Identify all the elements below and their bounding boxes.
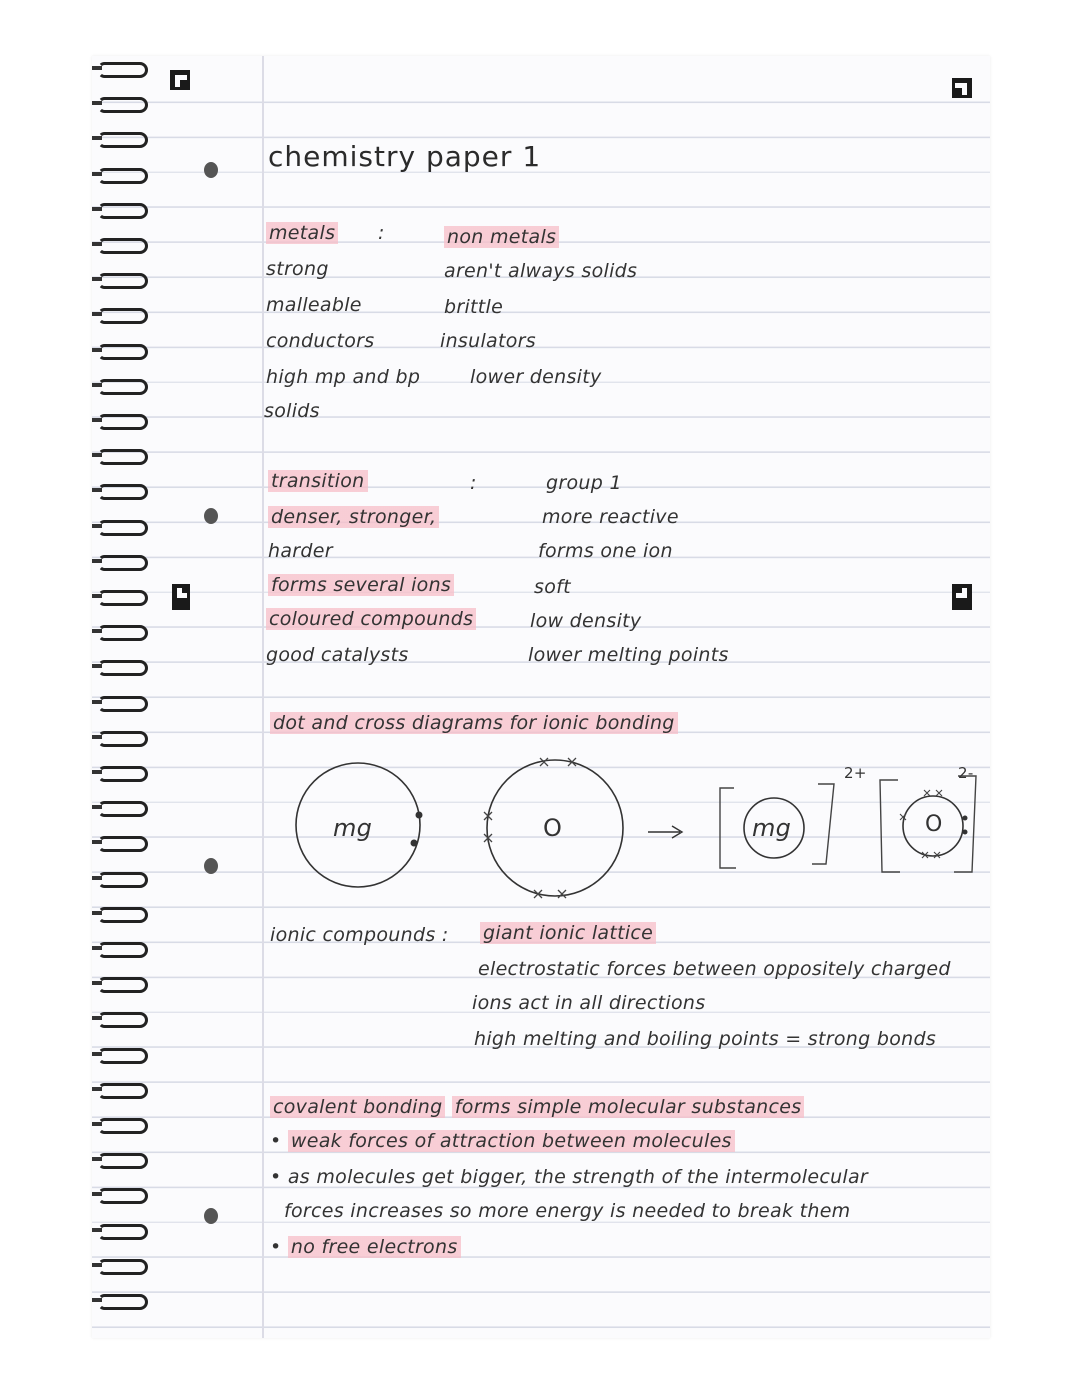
spiral-coil: [92, 1046, 144, 1062]
spiral-coil: [92, 1186, 144, 1202]
spiral-coil: [92, 166, 144, 182]
spiral-coil: [92, 271, 144, 287]
ionic-point: ions act in all directions: [472, 992, 706, 1014]
metals-item: high mp and bp: [266, 366, 421, 388]
corner-marker-icon: [952, 584, 972, 610]
corner-marker-icon: [172, 584, 190, 610]
spiral-coil: [92, 1292, 144, 1308]
transition-item: forms several ions: [268, 574, 454, 596]
metals-heading: metals: [266, 222, 338, 244]
punch-hole: [204, 508, 218, 524]
punch-hole: [204, 162, 218, 178]
corner-marker-icon: [170, 70, 190, 90]
colon: :: [470, 472, 477, 494]
spiral-coil: [92, 1081, 144, 1097]
spiral-coil: [92, 975, 144, 991]
spiral-coil: [92, 518, 144, 534]
ionic-compounds-value: giant ionic lattice: [480, 922, 656, 944]
group1-item: forms one ion: [538, 540, 673, 562]
spiral-coil: [92, 834, 144, 850]
ionic-point: electrostatic forces between oppositely charged: [478, 958, 951, 980]
page-title: chemistry paper 1: [268, 140, 542, 173]
spiral-coil: [92, 870, 144, 886]
non-metals-item: insulators: [440, 330, 536, 352]
punch-hole: [204, 858, 218, 874]
spiral-coil: [92, 1151, 144, 1167]
covalent-bullet: no free electrons: [288, 1236, 461, 1258]
spiral-coil: [92, 306, 144, 322]
spiral-coil: [92, 412, 144, 428]
o-ion-symbol: O: [925, 812, 943, 837]
metals-item: conductors: [266, 330, 375, 352]
non-metals-item: lower density: [470, 366, 602, 388]
spiral-coil: [92, 60, 144, 76]
group1-item: low density: [530, 610, 642, 632]
transition-item: coloured compounds: [266, 608, 476, 630]
spiral-coil: [92, 1116, 144, 1132]
transition-item: denser, stronger,: [268, 506, 439, 528]
mg-symbol: mg: [333, 814, 373, 842]
spiral-coil: [92, 1010, 144, 1026]
group1-item: more reactive: [542, 506, 679, 528]
margin-line: [262, 56, 264, 1338]
spiral-coil: [92, 729, 144, 745]
spiral-coil: [92, 236, 144, 252]
spiral-coil: [92, 940, 144, 956]
spiral-coil: [92, 623, 144, 639]
punch-hole: [204, 1208, 218, 1224]
spiral-coil: [92, 1222, 144, 1238]
metals-item: strong: [266, 258, 329, 280]
covalent-heading: covalent bonding: [270, 1096, 445, 1118]
non-metals-item: aren't always solids: [444, 260, 638, 282]
spiral-coil: [92, 201, 144, 217]
ionic-point: high melting and boiling points = strong bonds: [474, 1028, 937, 1050]
metals-item: malleable: [266, 294, 362, 316]
o-ion-charge: 2-: [958, 764, 974, 782]
ionic-bonding-heading: dot and cross diagrams for ionic bonding: [270, 712, 678, 734]
spiral-coil: [92, 905, 144, 921]
colon: :: [378, 222, 385, 244]
spiral-coil: [92, 130, 144, 146]
spiral-binding: [92, 60, 152, 1340]
spiral-coil: [92, 694, 144, 710]
covalent-heading-rest: forms simple molecular substances: [452, 1096, 805, 1118]
spiral-coil: [92, 482, 144, 498]
metals-item: solids: [264, 400, 320, 422]
spiral-coil: [92, 658, 144, 674]
mg-ion-symbol: mg: [752, 814, 792, 842]
spiral-coil: [92, 799, 144, 815]
mg-ion-charge: 2+: [844, 764, 867, 782]
spiral-coil: [92, 377, 144, 393]
covalent-bullet: weak forces of attraction between molecules: [288, 1130, 735, 1152]
o-symbol: O: [543, 814, 563, 842]
transition-item: good catalysts: [266, 644, 409, 666]
group1-item: soft: [534, 576, 571, 598]
transition-item: harder: [268, 540, 333, 562]
transition-heading: transition: [268, 470, 368, 492]
spiral-coil: [92, 764, 144, 780]
group1-item: lower melting points: [528, 644, 729, 666]
spiral-coil: [92, 553, 144, 569]
non-metals-item: brittle: [444, 296, 504, 318]
spiral-coil: [92, 95, 144, 111]
corner-marker-icon: [952, 78, 972, 98]
covalent-bullet: as molecules get bigger, the strength of the intermolecular: [287, 1166, 869, 1188]
non-metals-heading: non metals: [444, 226, 559, 248]
spiral-coil: [92, 447, 144, 463]
spiral-coil: [92, 588, 144, 604]
spiral-coil: [92, 1257, 144, 1273]
ionic-compounds-label: ionic compounds :: [270, 924, 449, 946]
group1-heading: group 1: [546, 472, 622, 494]
spiral-coil: [92, 342, 144, 358]
covalent-bullet-continued: forces increases so more energy is needed to break them: [284, 1200, 851, 1222]
